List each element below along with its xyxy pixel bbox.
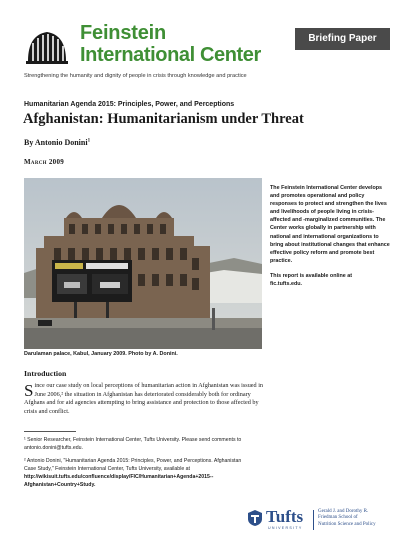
friedman-line-2: Friedman School of bbox=[318, 515, 358, 521]
footnote-2 bbox=[24, 458, 249, 489]
footer-divider bbox=[313, 510, 314, 530]
tufts-wordmark: Tufts bbox=[266, 507, 304, 526]
photo-caption: Darulaman palace, Kabul, January 2009. Photo by A. Donini. bbox=[24, 351, 178, 357]
introduction-heading: Introduction bbox=[24, 369, 67, 378]
dome-logo-icon bbox=[24, 27, 70, 67]
center-description: The Feinstein International Center develops and promotes operational and policy responses to protect and strengthen the lives and livelihoods of people living in crisis-affected and -marginalized communities. The Center works globally in partnership with national and international organizations to bring about institutional changes that enhance effective policy reform and promote best practice. bbox=[270, 185, 390, 264]
footnote-1: ¹ Senior Researcher, Feinstein International Center, Tufts University. Please send comments to antonio.donini@tufts.edu. bbox=[24, 437, 242, 451]
tufts-seal-icon bbox=[246, 509, 264, 527]
introduction-text: ince our case study on local perceptions of humanitarian action in Afghanistan was issued in June 2006,² the situation in Afghanistan has deteriorated considerably both for ordinary Afghans and for aid agencies attempting to bring assistance and protection to those affected by crisis and conflict. bbox=[24, 382, 264, 415]
author-footnote-marker: 1 bbox=[87, 138, 91, 144]
report-link[interactable]: fic.tufts.edu. bbox=[270, 281, 303, 288]
report-online-text: This report is available online at bbox=[270, 272, 353, 279]
friedman-school-name bbox=[318, 509, 398, 528]
publication-date: March 2009 bbox=[24, 158, 65, 166]
footnote-2-link[interactable]: http://wikisuit.tufts.edu/confluence/display/FIC/Humanitarian+Agenda+2015--Afghanistan+Country+Study. bbox=[24, 473, 214, 488]
tufts-university-label: UNIVERSITY bbox=[268, 526, 303, 530]
brand-name-line1: Feinstein bbox=[80, 22, 166, 44]
palace-photo-illustration bbox=[24, 178, 262, 349]
tagline: Strengthening the humanity and dignity of people in crisis through knowledge and practice bbox=[24, 73, 247, 79]
author-line bbox=[24, 138, 90, 147]
brand-name-line2: International Center bbox=[80, 44, 261, 66]
center-sidebar bbox=[270, 184, 392, 295]
footnotes bbox=[24, 437, 249, 495]
author-name: By Antonio Donini bbox=[24, 138, 88, 147]
introduction-paragraph bbox=[24, 382, 266, 416]
briefing-paper-badge: Briefing Paper bbox=[295, 28, 390, 50]
footnote-2-text: ² Antonio Donini, "Humanitarian Agenda 2015: Principles, Power, and Perceptions. Afghanistan Case Study," Feinstein International Center, Tufts University, available at bbox=[24, 458, 242, 473]
report-availability bbox=[270, 272, 392, 288]
series-title: Humanitarian Agenda 2015: Principles, Power, and Perceptions bbox=[24, 101, 235, 108]
page-title: Afghanistan: Humanitarianism under Threat bbox=[23, 111, 304, 127]
friedman-line-3: Nutrition Science and Policy bbox=[318, 521, 376, 527]
friedman-line-1: Gerald J. and Dorothy R. bbox=[318, 509, 369, 514]
footnote-divider bbox=[24, 431, 76, 432]
palace-photo bbox=[24, 178, 262, 349]
drop-cap: S bbox=[24, 381, 34, 400]
